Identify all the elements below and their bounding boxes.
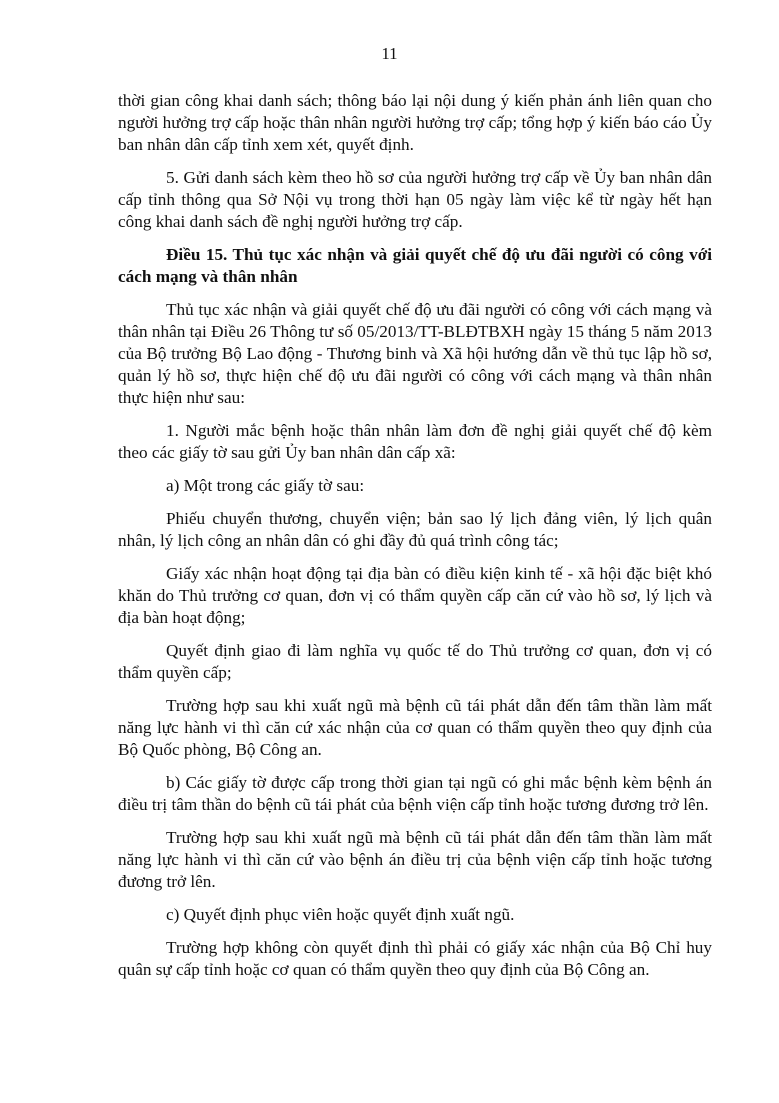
paragraph-intro: Thủ tục xác nhận và giải quyết chế độ ưu đãi người có công với cách mạng và thân nhân tại Điều 26 Thông tư số 05/2013/TT-BLĐTBXH ngày 15 tháng 5 năm 2013 của Bộ trưởng Bộ Lao động - Thương binh và Xã hội hướng dẫn về thủ tục lập hồ sơ, quản lý hồ sơ, thực hiện chế độ ưu đãi người có công với cách mạng và thân nhân thực hiện như sau: bbox=[118, 300, 712, 407]
paragraph: Quyết định giao đi làm nghĩa vụ quốc tế do Thủ trưởng cơ quan, đơn vị có thẩm quyền cấp; bbox=[118, 641, 712, 682]
paragraph-item-c: c) Quyết định phục viên hoặc quyết định xuất ngũ. bbox=[166, 905, 515, 924]
paragraph-item-1: 1. Người mắc bệnh hoặc thân nhân làm đơn đề nghị giải quyết chế độ kèm theo các giấy tờ sau gửi Ủy ban nhân dân cấp xã: bbox=[118, 421, 712, 462]
paragraph: Giấy xác nhận hoạt động tại địa bàn có điều kiện kinh tế - xã hội đặc biệt khó khăn do Thủ trưởng cơ quan, đơn vị có thẩm quyền cấp căn cứ vào hồ sơ, lý lịch và địa bàn hoạt động; bbox=[118, 564, 712, 627]
paragraph: Trường hợp sau khi xuất ngũ mà bệnh cũ tái phát dẫn đến tâm thần làm mất năng lực hành vi thì căn cứ vào bệnh án điều trị của bệnh viện cấp tỉnh hoặc tương đương trở lên. bbox=[118, 828, 712, 891]
document-body bbox=[118, 90, 712, 992]
paragraph-item-5: 5. Gửi danh sách kèm theo hồ sơ của người hưởng trợ cấp về Ủy ban nhân dân cấp tỉnh thông qua Sở Nội vụ trong thời hạn 05 ngày làm việc kể từ ngày hết hạn công khai danh sách đề nghị người hưởng trợ cấp. bbox=[118, 168, 712, 231]
page-number: 11 bbox=[381, 44, 398, 63]
paragraph-item-b: b) Các giấy tờ được cấp trong thời gian tại ngũ có ghi mắc bệnh kèm bệnh án điều trị tâm thần do bệnh cũ tái phát của bệnh viện cấp tỉnh hoặc tương đương trở lên. bbox=[118, 773, 712, 814]
article-15-heading: Điều 15. Thủ tục xác nhận và giải quyết chế độ ưu đãi người có công với cách mạng và thân nhân bbox=[118, 245, 712, 286]
paragraph-item-a: a) Một trong các giấy tờ sau: bbox=[166, 476, 365, 495]
paragraph: Trường hợp không còn quyết định thì phải có giấy xác nhận của Bộ Chỉ huy quân sự cấp tỉnh hoặc cơ quan có thẩm quyền theo quy định của Bộ Công an. bbox=[118, 938, 712, 979]
paragraph: Phiếu chuyển thương, chuyển viện; bản sao lý lịch đảng viên, lý lịch quân nhân, lý lịch công an nhân dân có ghi đầy đủ quá trình công tác; bbox=[118, 509, 712, 550]
paragraph-continuation: thời gian công khai danh sách; thông báo lại nội dung ý kiến phản ánh liên quan cho người hưởng trợ cấp hoặc thân nhân người hưởng trợ cấp; tổng hợp ý kiến báo cáo Ủy ban nhân dân cấp tỉnh xem xét, quyết định. bbox=[118, 91, 712, 154]
paragraph: Trường hợp sau khi xuất ngũ mà bệnh cũ tái phát dẫn đến tâm thần làm mất năng lực hành vi thì căn cứ xác nhận của cơ quan có thẩm quyền theo quy định của Bộ Quốc phòng, Bộ Công an. bbox=[118, 696, 712, 759]
